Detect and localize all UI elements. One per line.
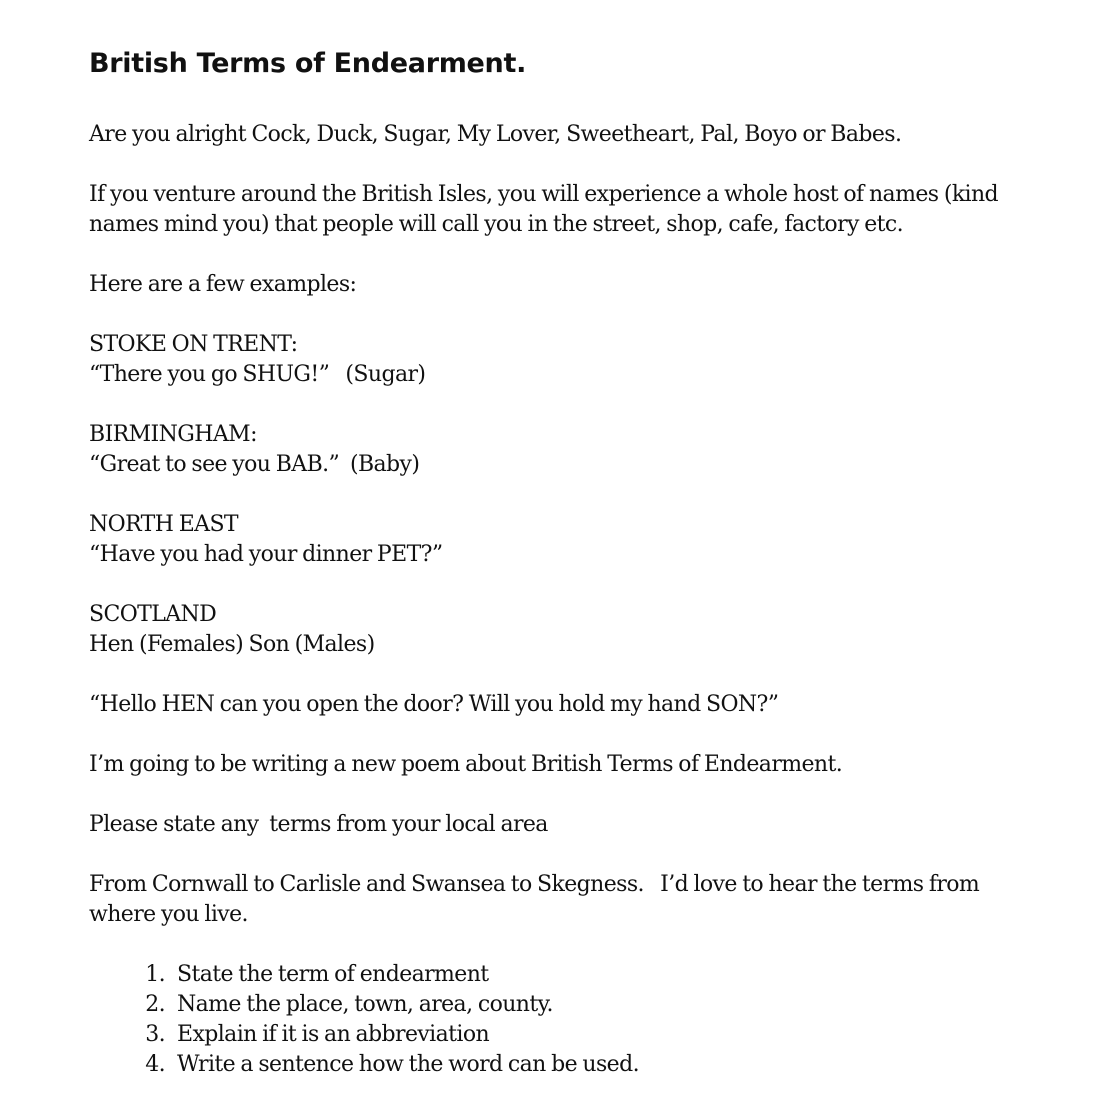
example-north-east [89,510,1049,570]
list-item [89,960,1049,990]
list-item [89,1020,1049,1050]
example-line: “Great to see you BAB.” (Baby) [89,452,420,477]
example-stoke [89,330,1049,390]
list-text: State the term of endearment [177,962,489,987]
list-number: 2. [145,992,165,1017]
list-number: 4. [145,1052,165,1077]
example-birmingham [89,420,1049,480]
example-region: NORTH EAST [89,512,239,537]
example-scotland [89,600,1049,660]
example-region: SCOTLAND [89,602,217,627]
example-region: STOKE ON TRENT: [89,332,298,357]
example-line: “Have you had your dinner PET?” [89,542,443,567]
intro-paragraph: Are you alright Cock, Duck, Sugar, My Lover, Sweetheart, Pal, Boyo or Babes. [89,122,902,147]
list-text: Write a sentence how the word can be used. [177,1052,639,1077]
venture-paragraph: If you venture around the British Isles, you will experience a whole host of names (kind names mind you) that people will call you in the street, shop, cafe, factory etc. [89,182,999,237]
document-page [89,46,1049,1080]
please-state: Please state any terms from your local area [89,812,548,837]
poem-note: I’m going to be writing a new poem about British Terms of Endearment. [89,752,843,777]
list-number: 1. [145,962,165,987]
steps-list [89,960,1049,1080]
list-text: Explain if it is an abbreviation [177,1022,490,1047]
examples-intro: Here are a few examples: [89,272,357,297]
document-title: British Terms of Endearment. [89,48,527,79]
list-text: Name the place, town, area, county. [177,992,553,1017]
scotland-quote: “Hello HEN can you open the door? Will you hold my hand SON?” [89,692,779,717]
list-item [89,990,1049,1020]
from-cornwall-paragraph: From Cornwall to Carlisle and Swansea to Skegness. I’d love to hear the terms from where you live. [89,872,985,927]
example-line: Hen (Females) Son (Males) [89,632,375,657]
list-number: 3. [145,1022,165,1047]
example-line: “There you go SHUG!” (Sugar) [89,362,426,387]
example-region: BIRMINGHAM: [89,422,257,447]
list-item [89,1050,1049,1080]
